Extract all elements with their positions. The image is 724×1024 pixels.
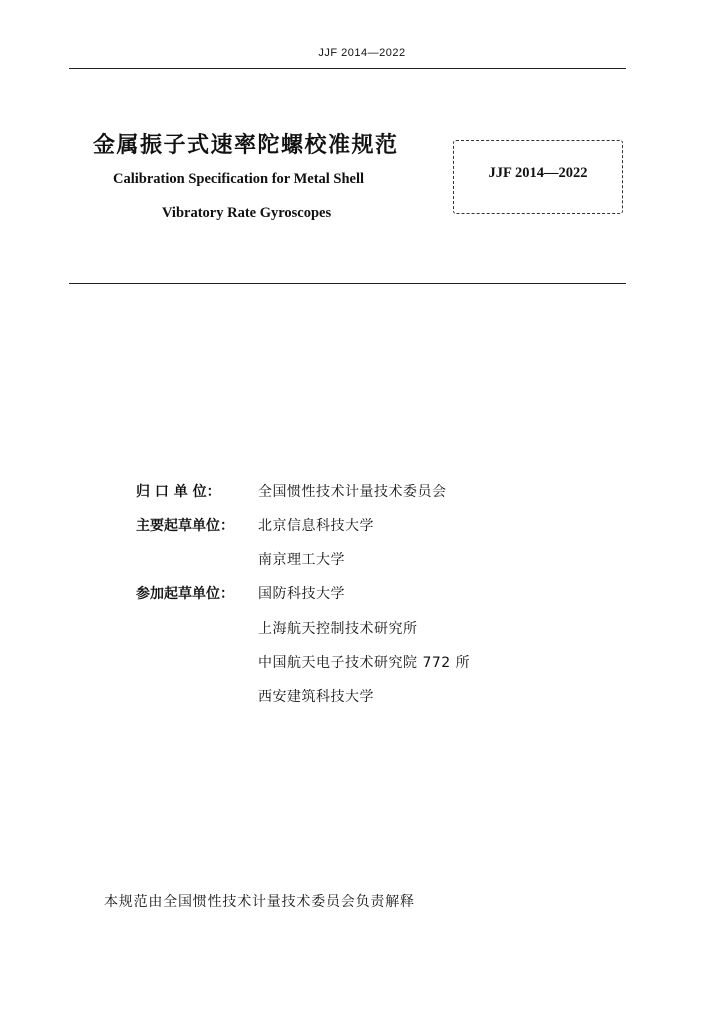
interpretation-note: 本规范由全国惯性技术计量技术委员会负责解释 bbox=[104, 894, 415, 910]
main-drafting-row bbox=[136, 549, 345, 569]
specification-code: JJF 2014—2022 bbox=[488, 164, 588, 181]
management-unit-label: 归 口 单 位： bbox=[136, 484, 221, 500]
main-drafting-label: 主要起草单位： bbox=[136, 518, 234, 534]
title-english-line-1: Calibration Specification for Metal Shell bbox=[113, 171, 365, 187]
main-drafting-unit: 北京信息科技大学 bbox=[258, 518, 374, 534]
title-english-line-2: Vibratory Rate Gyroscopes bbox=[162, 205, 332, 221]
running-header: JJF 2014—2022 bbox=[318, 47, 406, 59]
participating-drafting-row bbox=[136, 583, 345, 603]
header-rule bbox=[69, 68, 626, 69]
title-chinese: 金属振子式速率陀螺校准规范 bbox=[93, 133, 399, 158]
main-drafting-row bbox=[136, 515, 374, 535]
management-unit-row bbox=[136, 481, 447, 501]
participating-drafting-unit: 中国航天电子技术研究院 772 所 bbox=[258, 655, 471, 671]
participating-drafting-unit: 国防科技大学 bbox=[258, 586, 345, 602]
participating-drafting-label: 参加起草单位： bbox=[136, 586, 234, 602]
main-drafting-unit: 南京理工大学 bbox=[258, 552, 345, 568]
participating-drafting-row bbox=[136, 652, 470, 672]
participating-drafting-unit: 上海航天控制技术研究所 bbox=[258, 621, 418, 637]
title-rule bbox=[69, 283, 626, 284]
participating-drafting-row bbox=[136, 686, 374, 706]
participating-drafting-row bbox=[136, 618, 418, 638]
specification-code-box bbox=[453, 140, 623, 214]
management-unit-value: 全国惯性技术计量技术委员会 bbox=[258, 484, 447, 500]
participating-drafting-unit: 西安建筑科技大学 bbox=[258, 689, 374, 705]
